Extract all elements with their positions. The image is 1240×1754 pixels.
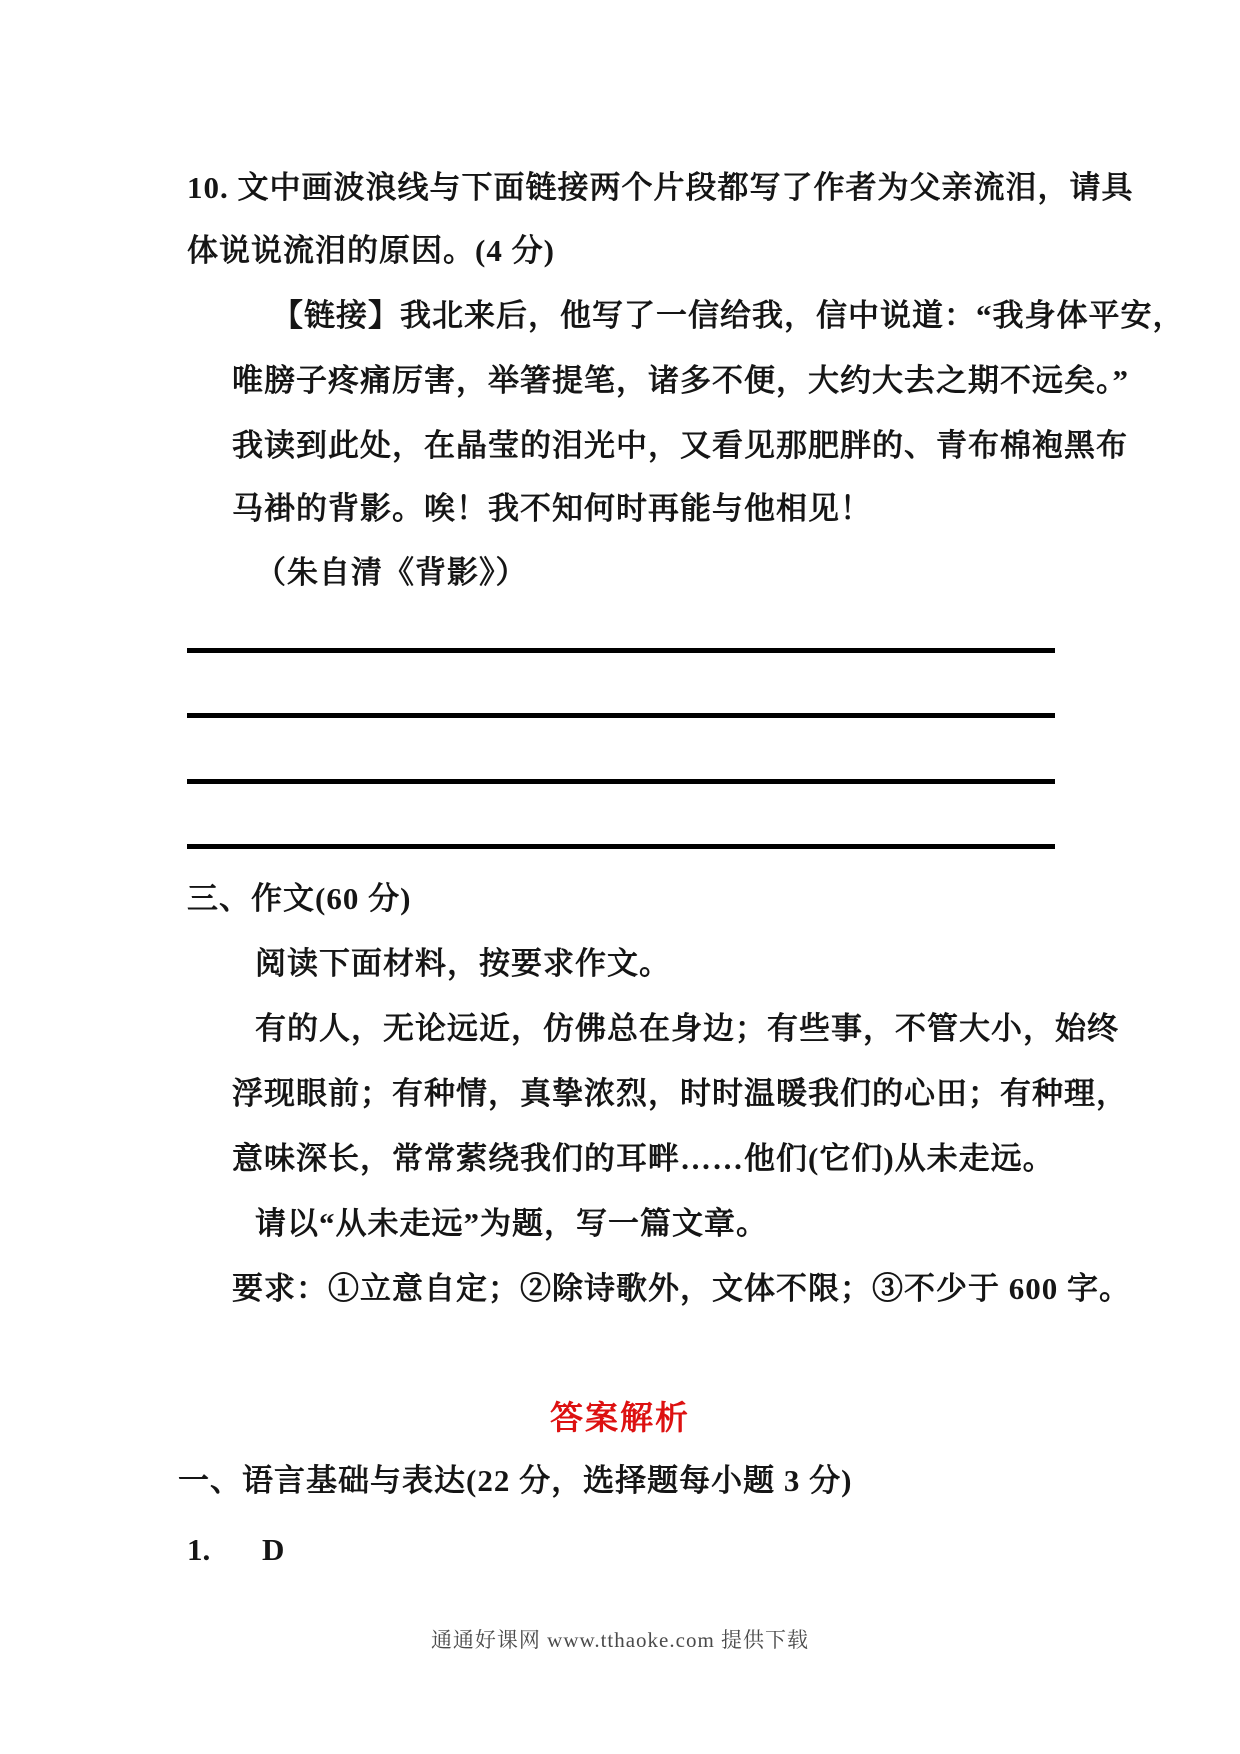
essay-material-line-1: 有的人，无论远近，仿佛总在身边；有些事，不管大小，始终	[255, 1011, 1119, 1046]
answer-blank-line	[187, 844, 1055, 849]
quote-source-citation: （朱自清《背影》）	[255, 555, 528, 590]
essay-requirements: 要求：①立意自定；②除诗歌外，文体不限；③不少于 600 字。	[232, 1271, 1131, 1306]
section-3-essay-heading: 三、作文(60 分)	[187, 881, 412, 916]
essay-material-line-2: 浮现眼前；有种情，真挚浓烈，时时温暖我们的心田；有种理，	[232, 1076, 1128, 1111]
answer-key-title: 答案解析	[550, 1399, 690, 1436]
question-10-line-1: 10. 文中画波浪线与下面链接两个片段都写了作者为父亲流泪，请具	[187, 170, 1134, 205]
essay-intro-line: 阅读下面材料，按要求作文。	[255, 946, 671, 981]
link-quote-line-3: 我读到此处，在晶莹的泪光中，又看见那肥胖的、青布棉袍黑布	[232, 428, 1128, 463]
answer-blank-line	[187, 713, 1055, 718]
essay-material-line-3: 意味深长，常常萦绕我们的耳畔……他们(它们)从未走远。	[232, 1141, 1055, 1176]
answer-key-section-1-heading: 一、语言基础与表达(22 分，选择题每小题 3 分)	[178, 1463, 853, 1498]
essay-title-instruction: 请以“从未走远”为题，写一篇文章。	[255, 1206, 768, 1241]
answer-item-1-value: D	[262, 1532, 285, 1567]
answer-blank-line	[187, 779, 1055, 784]
answer-blank-line	[187, 648, 1055, 653]
site-watermark-footer: 通通好课网 www.tthaoke.com 提供下载	[430, 1628, 810, 1652]
question-10-line-2: 体说说流泪的原因。(4 分)	[187, 233, 555, 268]
link-quote-line-2: 唯膀子疼痛厉害，举箸提笔，诸多不便，大约大去之期不远矣。”	[232, 363, 1129, 398]
answer-item-1-number: 1.	[187, 1532, 211, 1567]
link-quote-line-4: 马褂的背影。唉！我不知何时再能与他相见！	[232, 491, 872, 526]
link-quote-line-1: 【链接】我北来后，他写了一信给我，信中说道：“我身体平安，	[272, 298, 1185, 333]
